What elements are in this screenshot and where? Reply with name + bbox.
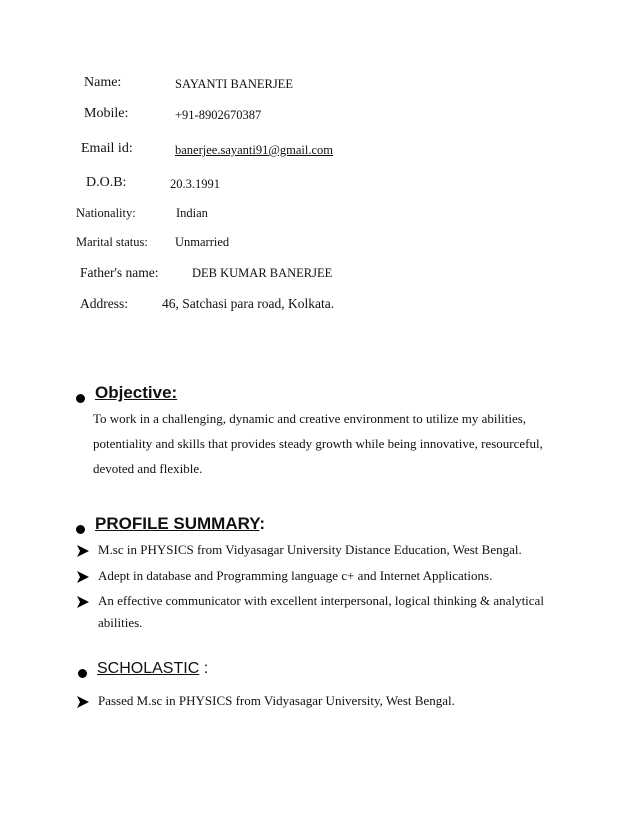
profile-summary-heading: [95, 514, 265, 534]
scholastic-bullet-icon: [78, 669, 87, 678]
list-item: Passed M.sc in PHYSICS from Vidyasagar University, West Bengal.: [98, 693, 455, 708]
arrowhead-right-icon: [77, 696, 89, 708]
arrowhead-right-icon: [77, 571, 89, 583]
mobile-value: +91-8902670387: [175, 108, 262, 122]
list-item: An effective communicator with excellent interpersonal, logical thinking & analytical: [98, 593, 544, 608]
father-name-label: Father's name:: [80, 265, 159, 280]
name-label: Name:: [84, 75, 122, 90]
dob-value: 20.3.1991: [170, 177, 220, 191]
objective-line: To work in a challenging, dynamic and creative environment to utilize my abilities,: [93, 411, 527, 426]
marital-status-value: Unmarried: [175, 235, 230, 249]
scholastic-heading: [97, 660, 208, 678]
profile-summary-heading-text: PROFILE SUMMARY: [95, 514, 260, 533]
arrowhead-right-icon: [77, 545, 89, 557]
nationality-label: Nationality:: [76, 206, 136, 220]
address-label: Address:: [80, 296, 128, 311]
list-item-continuation: abilities.: [98, 615, 143, 630]
objective-heading: Objective:: [95, 383, 178, 402]
email-value: banerjee.sayanti91@gmail.com: [175, 143, 333, 157]
list-item: Adept in database and Programming language c+ and Internet Applications.: [98, 568, 493, 583]
email-label: Email id:: [81, 141, 133, 156]
scholastic-heading-text: SCHOLASTIC: [97, 660, 200, 677]
profile-summary-colon: :: [259, 514, 266, 533]
arrowhead-right-icon: [77, 596, 89, 608]
mobile-label: Mobile:: [84, 106, 129, 121]
nationality-value: Indian: [176, 206, 208, 220]
objective-line: potentiality and skills that provides steady growth while being innovative, resourceful,: [93, 436, 543, 451]
profile-summary-bullet-icon: [76, 525, 85, 534]
objective-bullet-icon: [76, 394, 85, 403]
objective-line: devoted and flexible.: [93, 461, 203, 476]
marital-status-label: Marital status:: [76, 235, 148, 249]
objective-paragraph: [93, 406, 561, 481]
list-item: M.sc in PHYSICS from Vidyasagar University Distance Education, West Bengal.: [98, 542, 522, 557]
name-value: SAYANTI BANERJEE: [175, 77, 293, 91]
address-value: 46, Satchasi para road, Kolkata.: [162, 296, 335, 311]
father-name-value: DEB KUMAR BANERJEE: [192, 266, 333, 280]
dob-label: D.O.B:: [86, 175, 127, 190]
scholastic-colon: :: [199, 660, 209, 677]
